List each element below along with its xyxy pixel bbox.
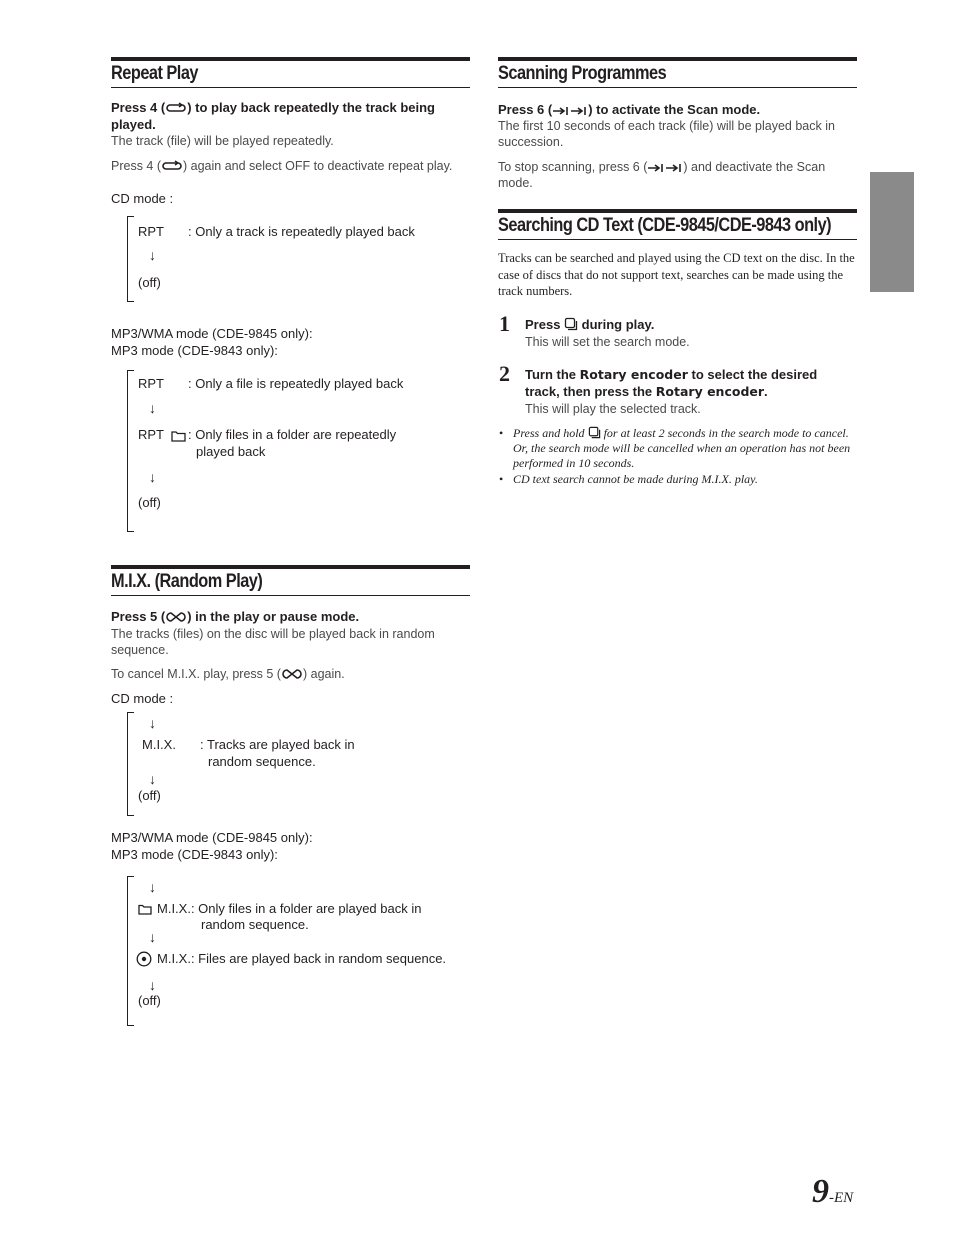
chapter-tab xyxy=(870,172,914,292)
step-1-number: 1 xyxy=(499,311,510,336)
repeat-mp3-folder-desc2: played back xyxy=(196,444,266,459)
repeat-instruction xyxy=(111,99,471,133)
repeat-mp3-rpt-desc: : Only a file is repeatedly played back xyxy=(188,376,404,391)
repeat-cd-off: (off) xyxy=(138,275,161,290)
step2-a: Turn the xyxy=(525,367,580,382)
down-arrow-icon: ↓ xyxy=(149,400,156,416)
repeat-mp3-off: (off) xyxy=(138,495,161,510)
step1-a: Press xyxy=(525,317,565,332)
repeat-desc2-a: Press 4 ( xyxy=(111,159,162,173)
down-arrow-icon: ↓ xyxy=(149,715,156,731)
repeat-desc2 xyxy=(111,158,471,174)
search-icon xyxy=(564,317,578,331)
mix-folder-mix: M.I.X.: Only files in a folder are played back in xyxy=(157,901,422,916)
rotary-encoder-label: Rotary encoder xyxy=(655,384,765,399)
repeat-mp3-rpt-folder: RPT xyxy=(138,427,164,442)
repeat-instr-b: ) to play back repeatedly the track being played. xyxy=(111,100,436,132)
repeat-icon xyxy=(161,160,183,172)
page-number-value: 9 xyxy=(812,1173,829,1210)
note-bullet-1: • xyxy=(499,426,504,440)
mix-header xyxy=(111,565,470,596)
repeat-cd-rpt: RPT xyxy=(138,224,164,239)
mix-cd-mix-desc2: random sequence. xyxy=(208,754,316,769)
scan-desc2-b: ) and deactivate the Scan mode. xyxy=(498,160,826,190)
page-number-suffix: -EN xyxy=(829,1190,854,1206)
scan-instruction xyxy=(498,101,858,118)
down-arrow-icon: ↓ xyxy=(149,469,156,485)
note-2: CD text search cannot be made during M.I.X. play. xyxy=(513,472,758,486)
mix-desc1: The tracks (files) on the disc will be played back in random sequence. xyxy=(111,627,435,657)
repeat-play-title: Repeat Play xyxy=(111,63,198,84)
scan-title: Scanning Programmes xyxy=(498,63,667,84)
mix-instruction xyxy=(111,608,471,625)
mix-mp3-off: (off) xyxy=(138,993,161,1008)
repeat-mp3-rpt: RPT xyxy=(138,376,164,391)
mix-folder-mix2: random sequence. xyxy=(201,917,309,932)
repeat-icon xyxy=(165,102,187,114)
scan-instr-b: ) to activate the Scan mode. xyxy=(588,102,761,117)
search-icon xyxy=(588,426,601,439)
search-intro: Tracks can be searched and played using the CD text on the disc. In the case of discs that do not support text, searches can be made using the track numbers. xyxy=(498,251,855,298)
scan-header xyxy=(498,57,857,88)
down-arrow-icon: ↓ xyxy=(149,977,156,993)
mix-instr-b: ) in the play or pause mode. xyxy=(187,609,360,624)
scan-desc2 xyxy=(498,159,843,191)
step-2-text xyxy=(525,366,845,400)
step1-b: during play. xyxy=(578,317,655,332)
scan-instr-a: Press 6 ( xyxy=(498,102,553,117)
note1-a: Press and hold xyxy=(513,426,588,440)
step-1-desc: This will set the search mode. xyxy=(525,335,690,349)
repeat-desc2-b: ) again and select OFF to deactivate repeat play. xyxy=(183,159,453,173)
note1-b: for at least 2 seconds in the search mode to cancel. Or, the search mode will be cancelled when an operation has not been performed in 10 seconds. xyxy=(513,426,851,470)
repeat-cd-mode-label: CD mode : xyxy=(111,191,174,206)
repeat-mp3-mode1: MP3/WMA mode (CDE-9845 only): xyxy=(111,326,313,341)
mix-icon xyxy=(165,611,187,623)
scan-desc2-a: To stop scanning, press 6 ( xyxy=(498,160,648,174)
rotary-encoder-label: Rotary encoder xyxy=(579,367,688,382)
repeat-desc1: The track (file) will be played repeatedly. xyxy=(111,134,334,148)
note-bullet-2: • xyxy=(499,472,504,486)
folder-icon xyxy=(138,904,152,915)
mix-cd-off: (off) xyxy=(138,788,161,803)
step2-b: to select the desired track, then press the xyxy=(525,367,818,399)
note-1 xyxy=(513,426,853,471)
disc-icon xyxy=(136,951,152,967)
mix-icon xyxy=(281,668,303,680)
scan-icon xyxy=(647,163,683,173)
mix-disc-mix: M.I.X.: Files are played back in random sequence. xyxy=(157,951,447,966)
repeat-mp3-mode2: MP3 mode (CDE-9843 only): xyxy=(111,343,278,358)
mix-mp3-mode1: MP3/WMA mode (CDE-9845 only): xyxy=(111,830,313,845)
mix-title: M.I.X. (Random Play) xyxy=(111,571,263,592)
down-arrow-icon: ↓ xyxy=(149,929,156,945)
scan-icon xyxy=(552,106,588,116)
down-arrow-icon: ↓ xyxy=(149,771,156,787)
search-title: Searching CD Text (CDE-9845/CDE-9843 only) xyxy=(498,215,832,236)
mix-desc2-b: ) again. xyxy=(302,667,345,681)
down-arrow-icon: ↓ xyxy=(149,879,156,895)
step-2-number: 2 xyxy=(499,361,510,386)
repeat-mp3-folder-desc1: : Only files in a folder are repeatedly xyxy=(188,427,397,442)
search-header xyxy=(498,209,857,240)
mix-cd-mode-label: CD mode : xyxy=(111,691,174,706)
page-number xyxy=(812,1175,853,1215)
mix-mp3-mode2: MP3 mode (CDE-9843 only): xyxy=(111,847,278,862)
mix-cd-mix: M.I.X. xyxy=(142,737,176,752)
folder-icon xyxy=(171,430,186,442)
down-arrow-icon: ↓ xyxy=(149,247,156,263)
repeat-play-header xyxy=(111,57,470,88)
repeat-cd-rpt-desc: : Only a track is repeatedly played back xyxy=(188,224,415,239)
mix-desc2-a: To cancel M.I.X. play, press 5 ( xyxy=(111,667,281,681)
mix-cd-mix-desc1: : Tracks are played back in xyxy=(200,737,355,752)
step-2-desc: This will play the selected track. xyxy=(525,402,701,416)
mix-desc2 xyxy=(111,666,471,682)
scan-desc1: The first 10 seconds of each track (file) will be played back in succession. xyxy=(498,119,835,149)
mix-instr-a: Press 5 ( xyxy=(111,609,166,624)
step2-c: . xyxy=(764,384,768,399)
repeat-instr-a: Press 4 ( xyxy=(111,100,166,115)
step-1-text xyxy=(525,316,654,333)
